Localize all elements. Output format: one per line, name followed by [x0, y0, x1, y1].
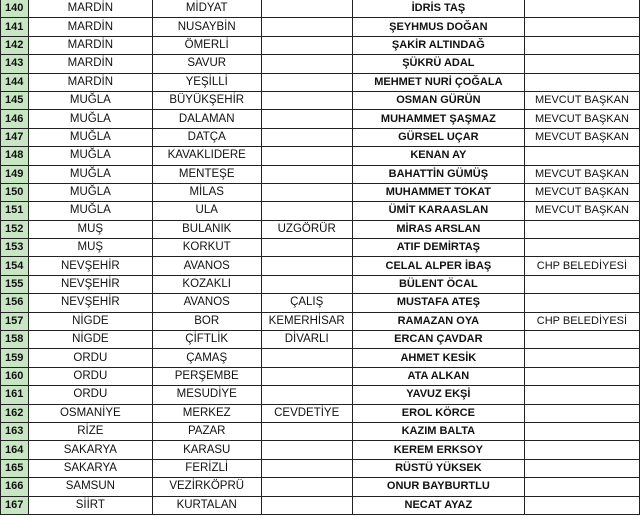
- district-cell: ÇİFTLİK: [152, 331, 261, 349]
- district-cell: DALAMAN: [152, 110, 261, 128]
- town-cell: [261, 165, 352, 183]
- district-cell: VEZİRKÖPRÜ: [152, 478, 261, 496]
- row-number: 161: [1, 386, 29, 404]
- town-cell: [261, 18, 352, 36]
- row-number: 162: [1, 404, 29, 422]
- district-cell: PERŞEMBE: [152, 367, 261, 385]
- district-cell: BULANIK: [152, 220, 261, 238]
- district-cell: AVANOS: [152, 257, 261, 275]
- note-cell: [524, 55, 639, 73]
- row-number: 140: [1, 0, 29, 18]
- province-cell: MUŞ: [28, 220, 152, 238]
- note-cell: MEVCUT BAŞKAN: [524, 91, 639, 109]
- table-row: [1, 386, 640, 404]
- town-cell: [261, 0, 352, 18]
- district-cell: MİDYAT: [152, 0, 261, 18]
- province-cell: MUŞ: [28, 239, 152, 257]
- candidate-name-cell: MUHAMMET ŞAŞMAZ: [352, 110, 524, 128]
- district-cell: NUSAYBİN: [152, 18, 261, 36]
- row-number: 158: [1, 331, 29, 349]
- table-row: [1, 0, 640, 18]
- note-cell: [524, 294, 639, 312]
- candidate-name-cell: OSMAN GÜRÜN: [352, 91, 524, 109]
- district-cell: SAVUR: [152, 55, 261, 73]
- town-cell: [261, 478, 352, 496]
- town-cell: [261, 496, 352, 514]
- row-number: 163: [1, 422, 29, 440]
- province-cell: MUĞLA: [28, 128, 152, 146]
- note-cell: [524, 496, 639, 514]
- row-number: 167: [1, 496, 29, 514]
- note-cell: [524, 36, 639, 54]
- candidate-name-cell: NECAT AYAZ: [352, 496, 524, 514]
- table-row: [1, 275, 640, 293]
- province-cell: ORDU: [28, 386, 152, 404]
- district-cell: KORKUT: [152, 239, 261, 257]
- row-number: 164: [1, 441, 29, 459]
- note-cell: [524, 441, 639, 459]
- note-cell: [524, 367, 639, 385]
- table-row: [1, 422, 640, 440]
- note-cell: [524, 404, 639, 422]
- candidate-name-cell: BAHATTİN GÜMÜŞ: [352, 165, 524, 183]
- candidate-name-cell: ONUR BAYBURTLU: [352, 478, 524, 496]
- note-cell: CHP BELEDİYESİ: [524, 312, 639, 330]
- town-cell: KEMERHİSAR: [261, 312, 352, 330]
- row-number: 157: [1, 312, 29, 330]
- table-body: [1, 0, 640, 514]
- town-cell: DİVARLI: [261, 331, 352, 349]
- candidate-name-cell: ÜMİT KARAASLAN: [352, 202, 524, 220]
- district-cell: PAZAR: [152, 422, 261, 440]
- town-cell: [261, 349, 352, 367]
- town-cell: [261, 459, 352, 477]
- table-row: [1, 459, 640, 477]
- town-cell: [261, 441, 352, 459]
- candidate-name-cell: MEHMET NURİ ÇOĞALA: [352, 73, 524, 91]
- note-cell: MEVCUT BAŞKAN: [524, 183, 639, 201]
- district-cell: ÖMERLİ: [152, 36, 261, 54]
- province-cell: SİİRT: [28, 496, 152, 514]
- candidate-name-cell: BÜLENT ÖCAL: [352, 275, 524, 293]
- note-cell: [524, 73, 639, 91]
- row-number: 146: [1, 110, 29, 128]
- district-cell: MENTEŞE: [152, 165, 261, 183]
- candidate-name-cell: ATA ALKAN: [352, 367, 524, 385]
- province-cell: SAKARYA: [28, 459, 152, 477]
- table-row: [1, 367, 640, 385]
- row-number: 147: [1, 128, 29, 146]
- district-cell: BOR: [152, 312, 261, 330]
- province-cell: MUĞLA: [28, 91, 152, 109]
- candidate-name-cell: RÜSTÜ YÜKSEK: [352, 459, 524, 477]
- province-cell: NİGDE: [28, 312, 152, 330]
- row-number: 154: [1, 257, 29, 275]
- table-row: [1, 478, 640, 496]
- province-cell: MARDİN: [28, 36, 152, 54]
- town-cell: [261, 91, 352, 109]
- table-row: [1, 110, 640, 128]
- candidate-name-cell: RAMAZAN OYA: [352, 312, 524, 330]
- row-number: 166: [1, 478, 29, 496]
- note-cell: [524, 220, 639, 238]
- note-cell: CHP BELEDİYESİ: [524, 257, 639, 275]
- row-number: 156: [1, 294, 29, 312]
- town-cell: [261, 386, 352, 404]
- row-number: 145: [1, 91, 29, 109]
- table-row: [1, 147, 640, 165]
- district-cell: DATÇA: [152, 128, 261, 146]
- province-cell: NİGDE: [28, 331, 152, 349]
- province-cell: MUĞLA: [28, 165, 152, 183]
- province-cell: MUĞLA: [28, 183, 152, 201]
- district-cell: YEŞİLLİ: [152, 73, 261, 91]
- note-cell: [524, 459, 639, 477]
- district-cell: MESUDİYE: [152, 386, 261, 404]
- town-cell: [261, 183, 352, 201]
- row-number: 144: [1, 73, 29, 91]
- district-cell: MİLAS: [152, 183, 261, 201]
- town-cell: [261, 257, 352, 275]
- province-cell: NEVŞEHİR: [28, 275, 152, 293]
- note-cell: [524, 331, 639, 349]
- district-cell: ULA: [152, 202, 261, 220]
- note-cell: [524, 349, 639, 367]
- province-cell: MARDİN: [28, 0, 152, 18]
- note-cell: MEVCUT BAŞKAN: [524, 202, 639, 220]
- note-cell: MEVCUT BAŞKAN: [524, 165, 639, 183]
- table-row: [1, 55, 640, 73]
- province-cell: RİZE: [28, 422, 152, 440]
- candidate-name-cell: ŞAKİR ALTINDAĞ: [352, 36, 524, 54]
- table-row: [1, 165, 640, 183]
- district-cell: MERKEZ: [152, 404, 261, 422]
- province-cell: SAKARYA: [28, 441, 152, 459]
- table-row: [1, 349, 640, 367]
- note-cell: [524, 386, 639, 404]
- province-cell: MARDİN: [28, 73, 152, 91]
- town-cell: [261, 202, 352, 220]
- candidate-name-cell: ATIF DEMİRTAŞ: [352, 239, 524, 257]
- row-number: 149: [1, 165, 29, 183]
- district-cell: AVANOS: [152, 294, 261, 312]
- table-row: [1, 91, 640, 109]
- district-cell: KAVAKLIDERE: [152, 147, 261, 165]
- row-number: 141: [1, 18, 29, 36]
- note-cell: [524, 239, 639, 257]
- candidate-name-cell: ERCAN ÇAVDAR: [352, 331, 524, 349]
- table-row: [1, 294, 640, 312]
- table-row: [1, 183, 640, 201]
- province-cell: NEVŞEHİR: [28, 294, 152, 312]
- row-number: 150: [1, 183, 29, 201]
- row-number: 153: [1, 239, 29, 257]
- table-row: [1, 496, 640, 514]
- candidate-name-cell: MUHAMMET TOKAT: [352, 183, 524, 201]
- province-cell: OSMANİYE: [28, 404, 152, 422]
- town-cell: [261, 73, 352, 91]
- town-cell: UZGÖRÜR: [261, 220, 352, 238]
- province-cell: ORDU: [28, 367, 152, 385]
- candidate-name-cell: AHMET KESİK: [352, 349, 524, 367]
- province-cell: MUĞLA: [28, 147, 152, 165]
- candidate-name-cell: KAZIM BALTA: [352, 422, 524, 440]
- province-cell: SAMSUN: [28, 478, 152, 496]
- table-row: [1, 441, 640, 459]
- row-number: 152: [1, 220, 29, 238]
- candidate-name-cell: CELAL ALPER İBAŞ: [352, 257, 524, 275]
- note-cell: MEVCUT BAŞKAN: [524, 110, 639, 128]
- table-row: [1, 331, 640, 349]
- town-cell: [261, 239, 352, 257]
- town-cell: [261, 367, 352, 385]
- district-cell: KURTALAN: [152, 496, 261, 514]
- note-cell: [524, 275, 639, 293]
- row-number: 159: [1, 349, 29, 367]
- town-cell: [261, 275, 352, 293]
- row-number: 142: [1, 36, 29, 54]
- candidate-name-cell: KEREM ERKSOY: [352, 441, 524, 459]
- candidate-name-cell: İDRİS TAŞ: [352, 0, 524, 18]
- note-cell: MEVCUT BAŞKAN: [524, 128, 639, 146]
- town-cell: CEVDETİYE: [261, 404, 352, 422]
- note-cell: [524, 18, 639, 36]
- table-row: [1, 202, 640, 220]
- candidate-name-cell: GÜRSEL UÇAR: [352, 128, 524, 146]
- row-number: 151: [1, 202, 29, 220]
- note-cell: [524, 147, 639, 165]
- province-cell: ORDU: [28, 349, 152, 367]
- province-cell: NEVŞEHİR: [28, 257, 152, 275]
- candidate-name-cell: MİRAS ARSLAN: [352, 220, 524, 238]
- candidate-name-cell: ŞEYHMUS DOĞAN: [352, 18, 524, 36]
- row-number: 165: [1, 459, 29, 477]
- table-row: [1, 220, 640, 238]
- candidate-name-cell: KENAN AY: [352, 147, 524, 165]
- district-cell: KOZAKLI: [152, 275, 261, 293]
- district-cell: FERİZLİ: [152, 459, 261, 477]
- note-cell: [524, 422, 639, 440]
- note-cell: [524, 478, 639, 496]
- town-cell: [261, 147, 352, 165]
- town-cell: [261, 55, 352, 73]
- candidate-name-cell: YAVUZ EKŞİ: [352, 386, 524, 404]
- table-row: [1, 239, 640, 257]
- town-cell: [261, 128, 352, 146]
- table-row: [1, 36, 640, 54]
- row-number: 143: [1, 55, 29, 73]
- table-row: [1, 257, 640, 275]
- row-number: 160: [1, 367, 29, 385]
- table-row: [1, 128, 640, 146]
- table-row: [1, 73, 640, 91]
- province-cell: MUĞLA: [28, 202, 152, 220]
- town-cell: [261, 36, 352, 54]
- province-cell: MARDİN: [28, 18, 152, 36]
- note-cell: [524, 0, 639, 18]
- town-cell: [261, 422, 352, 440]
- district-cell: BÜYÜKŞEHİR: [152, 91, 261, 109]
- district-cell: ÇAMAŞ: [152, 349, 261, 367]
- candidate-name-cell: EROL KÖRCE: [352, 404, 524, 422]
- table-row: [1, 18, 640, 36]
- province-cell: MUĞLA: [28, 110, 152, 128]
- province-cell: MARDİN: [28, 55, 152, 73]
- table-row: [1, 404, 640, 422]
- row-number: 148: [1, 147, 29, 165]
- table-row: [1, 312, 640, 330]
- candidate-name-cell: ŞÜKRÜ ADAL: [352, 55, 524, 73]
- row-number: 155: [1, 275, 29, 293]
- town-cell: [261, 110, 352, 128]
- district-cell: KARASU: [152, 441, 261, 459]
- candidate-name-cell: MUSTAFA ATEŞ: [352, 294, 524, 312]
- town-cell: ÇALIŞ: [261, 294, 352, 312]
